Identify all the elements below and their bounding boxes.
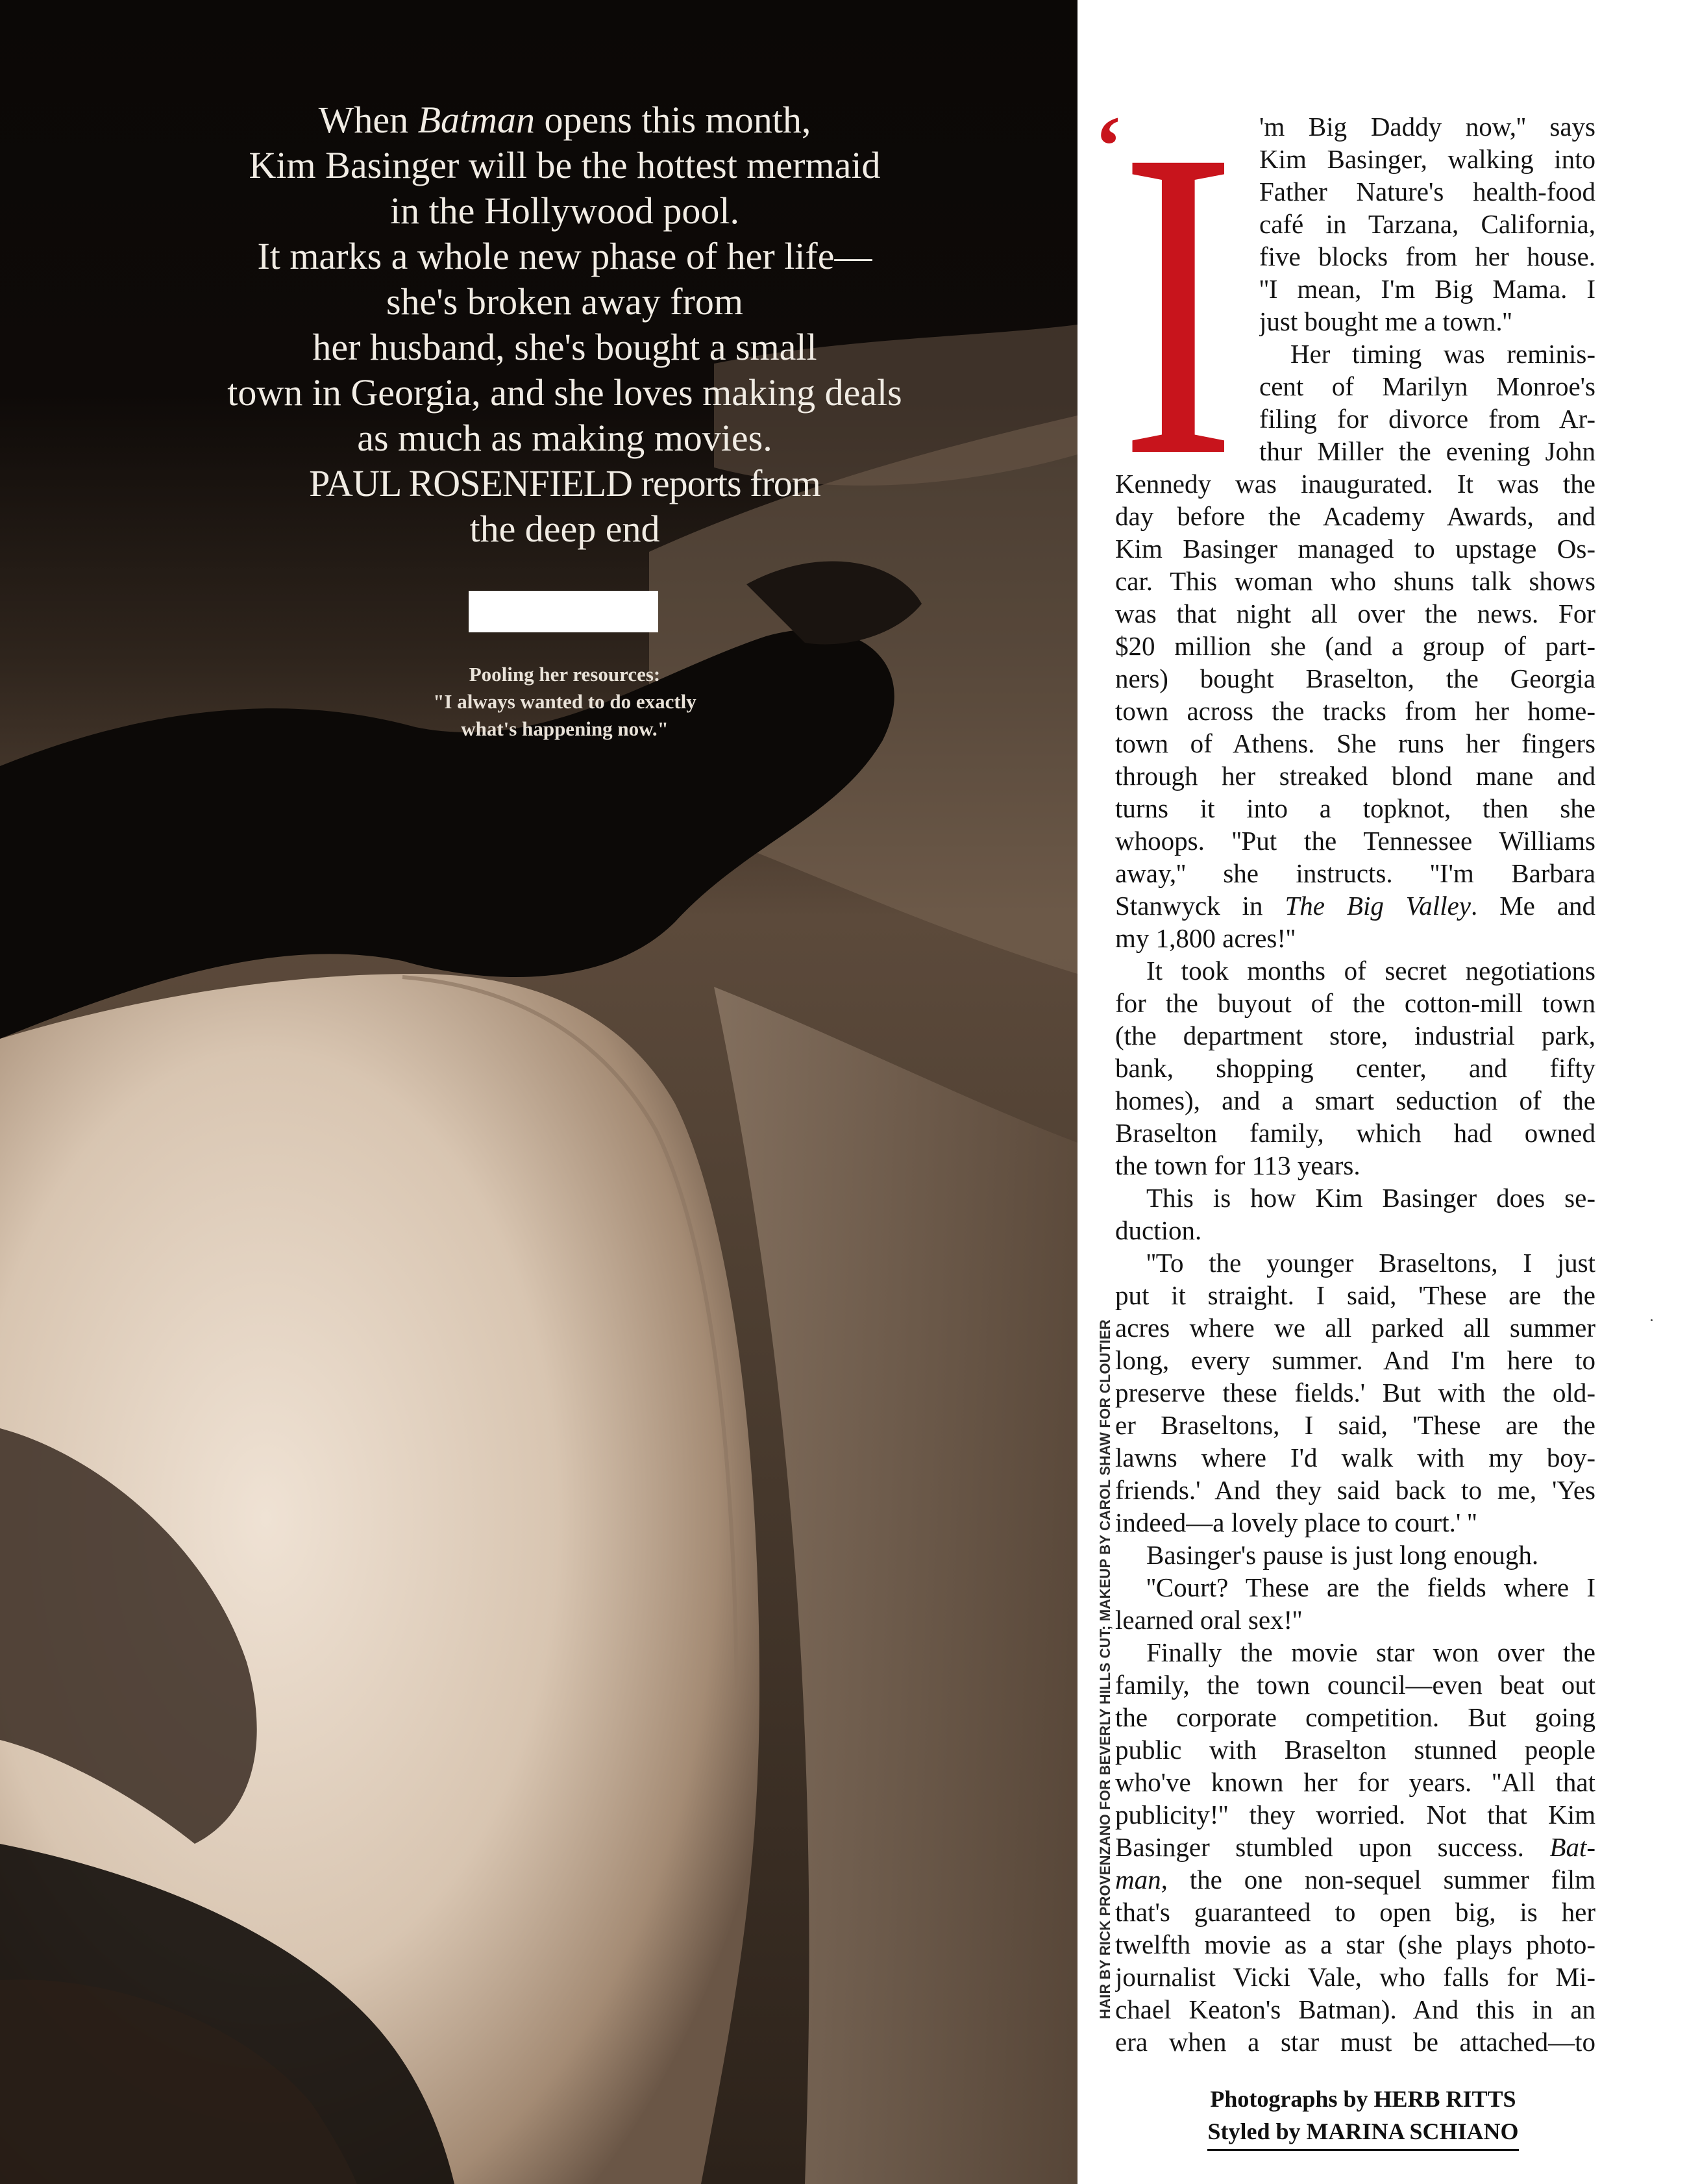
body-line: café in Tarzana, California,	[1259, 209, 1595, 239]
body-line: town across the tracks from her home-	[1115, 696, 1595, 726]
body-line: acres where we all parked all summer	[1115, 1313, 1595, 1343]
body-line: (the department store, industrial park,	[1115, 1021, 1595, 1050]
body-line: It took months of secret negotiations	[1146, 956, 1595, 986]
article-body	[1115, 110, 1595, 2058]
body-line: Kim Basinger, walking into	[1259, 144, 1595, 174]
body-line: thur Miller the evening John	[1259, 436, 1595, 466]
body-line: journalist Vicki Vale, who falls for Mi-	[1115, 1962, 1595, 1992]
deck-line: as much as making movies.	[357, 417, 772, 459]
body-line: was that night all over the news. For	[1115, 599, 1595, 628]
deck-line: It marks a whole new phase of her life—	[257, 235, 872, 277]
body-text: . Me and	[1471, 891, 1595, 921]
photographer-credit: Photographs by HERB RITTS	[1210, 2086, 1516, 2112]
deck-text: When	[318, 99, 418, 141]
body-line: ''To the younger Braseltons, I just	[1146, 1248, 1595, 1278]
body-line: Basinger's pause is just long enough.	[1146, 1540, 1539, 1570]
deck-line: the deep end	[469, 508, 660, 550]
body-line: family, the town council—even beat out	[1115, 1670, 1595, 1700]
body-line: ''I mean, I'm Big Mama. I	[1259, 274, 1595, 304]
deck-line: she's broken away from	[386, 280, 743, 323]
body-italic-title: The Big Valley	[1285, 891, 1471, 921]
body-line: cent of Marilyn Monroe's	[1259, 371, 1595, 401]
body-line: This is how Kim Basinger does se-	[1146, 1183, 1595, 1213]
body-line: Kim Basinger managed to upstage Os-	[1115, 534, 1595, 564]
body-line	[1115, 889, 1595, 922]
body-line: away,'' she instructs. ''I'm Barbara	[1115, 858, 1595, 888]
deck-byline: PAUL ROSENFIELD reports from	[309, 462, 820, 504]
body-line: twelfth movie as a star (she plays photo-	[1115, 1930, 1595, 1959]
deck-line: in the Hollywood pool.	[389, 190, 740, 232]
body-line: er Braseltons, I said, 'These are the	[1115, 1410, 1595, 1440]
body-line: day before the Academy Awards, and	[1115, 501, 1595, 531]
body-line: the town for 113 years.	[1115, 1150, 1361, 1180]
body-line: homes), and a smart seduction of the	[1115, 1086, 1595, 1115]
caption-line: Pooling her resources:	[469, 663, 661, 686]
stylist-credit: Styled by MARINA SCHIANO	[1207, 2115, 1518, 2151]
caption-divider-box	[469, 591, 658, 632]
dropcap-glyph: I	[1120, 114, 1237, 465]
body-line: just bought me a town.''	[1259, 306, 1512, 336]
body-line: chael Keaton's Batman). And this in an	[1115, 1994, 1595, 2024]
deck-film-title: Batman	[417, 99, 536, 141]
body-line: ''Court? These are the fields where I	[1146, 1572, 1595, 1602]
photo-caption	[351, 661, 779, 743]
body-line: car. This woman who shuns talk shows	[1115, 566, 1595, 596]
body-line: long, every summer. And I'm here to	[1115, 1345, 1595, 1375]
body-text: Basinger stumbled upon success.	[1115, 1832, 1550, 1862]
body-text: Stanwyck in	[1115, 891, 1285, 921]
caption-line: what's happening now."	[461, 717, 669, 740]
body-line: bank, shopping center, and fifty	[1115, 1053, 1595, 1083]
body-line: Her timing was reminis-	[1290, 339, 1595, 369]
deck-line: town in Georgia, and she loves making deals	[227, 371, 902, 414]
deck-text: opens this month,	[535, 99, 811, 141]
body-line: town of Athens. She runs her fingers	[1115, 728, 1595, 758]
body-line: turns it into a topknot, then she	[1115, 793, 1595, 823]
hair-makeup-credit: HAIR BY RICK PROVENZANO FOR BEVERLY HILLS CUT; MAKEUP BY CAROL SHAW FOR CLOUTIER	[1097, 1319, 1113, 2019]
body-line: indeed—a lovely place to court.' ''	[1115, 1508, 1477, 1537]
body-line: Braselton family, which had owned	[1115, 1118, 1595, 1148]
body-line: public with Braselton stunned people	[1115, 1735, 1595, 1765]
body-line: Kennedy was inaugurated. It was the	[1115, 469, 1595, 499]
body-italic-title: Bat-	[1549, 1832, 1595, 1862]
body-line: the corporate competition. But going	[1115, 1702, 1595, 1732]
body-line	[1115, 1831, 1595, 1863]
body-italic-title: man,	[1115, 1865, 1168, 1894]
body-line: through her streaked blond mane and	[1115, 761, 1595, 791]
body-line: ners) bought Braselton, the Georgia	[1115, 664, 1595, 693]
article-deck	[169, 97, 961, 552]
body-line: 'm Big Daddy now,'' says	[1259, 112, 1595, 142]
deck-line: Kim Basinger will be the hottest mermaid	[249, 144, 881, 186]
body-line: five blocks from her house.	[1259, 242, 1595, 271]
body-line: for the buyout of the cotton-mill town	[1115, 988, 1595, 1018]
body-line: put it straight. I said, 'These are the	[1115, 1280, 1595, 1310]
body-line: duction.	[1115, 1215, 1202, 1245]
body-line: filing for divorce from Ar-	[1259, 404, 1595, 434]
body-line: publicity!'' they worried. Not that Kim	[1115, 1800, 1595, 1830]
body-line: preserve these fields.' But with the old-	[1115, 1378, 1595, 1408]
photo-credits	[1181, 2083, 1545, 2151]
body-line: $20 million she (and a group of part-	[1115, 631, 1595, 661]
body-line: my 1,800 acres!''	[1115, 923, 1296, 953]
body-line: who've known her for years. ''All that	[1115, 1767, 1595, 1797]
deck-line: her husband, she's bought a small	[312, 326, 817, 368]
body-line: that's guaranteed to open big, is her	[1115, 1897, 1595, 1927]
body-text: the one non-sequel summer film	[1167, 1865, 1595, 1894]
body-line: lawns where I'd walk with my boy-	[1115, 1443, 1595, 1472]
caption-line: "I always wanted to do exactly	[433, 690, 696, 713]
body-line	[1115, 1863, 1595, 1896]
dropcap-quote-mark: ‘	[1094, 99, 1123, 193]
body-line: friends.' And they said back to me, 'Yes	[1115, 1475, 1595, 1505]
body-line: learned oral sex!''	[1115, 1605, 1302, 1635]
body-line: Father Nature's health-food	[1259, 177, 1595, 206]
print-speck	[1651, 1319, 1653, 1321]
body-line: era when a star must be attached—to	[1115, 2027, 1595, 2057]
body-line: whoops. ''Put the Tennessee Williams	[1115, 826, 1595, 856]
body-line: Finally the movie star won over the	[1146, 1637, 1595, 1667]
